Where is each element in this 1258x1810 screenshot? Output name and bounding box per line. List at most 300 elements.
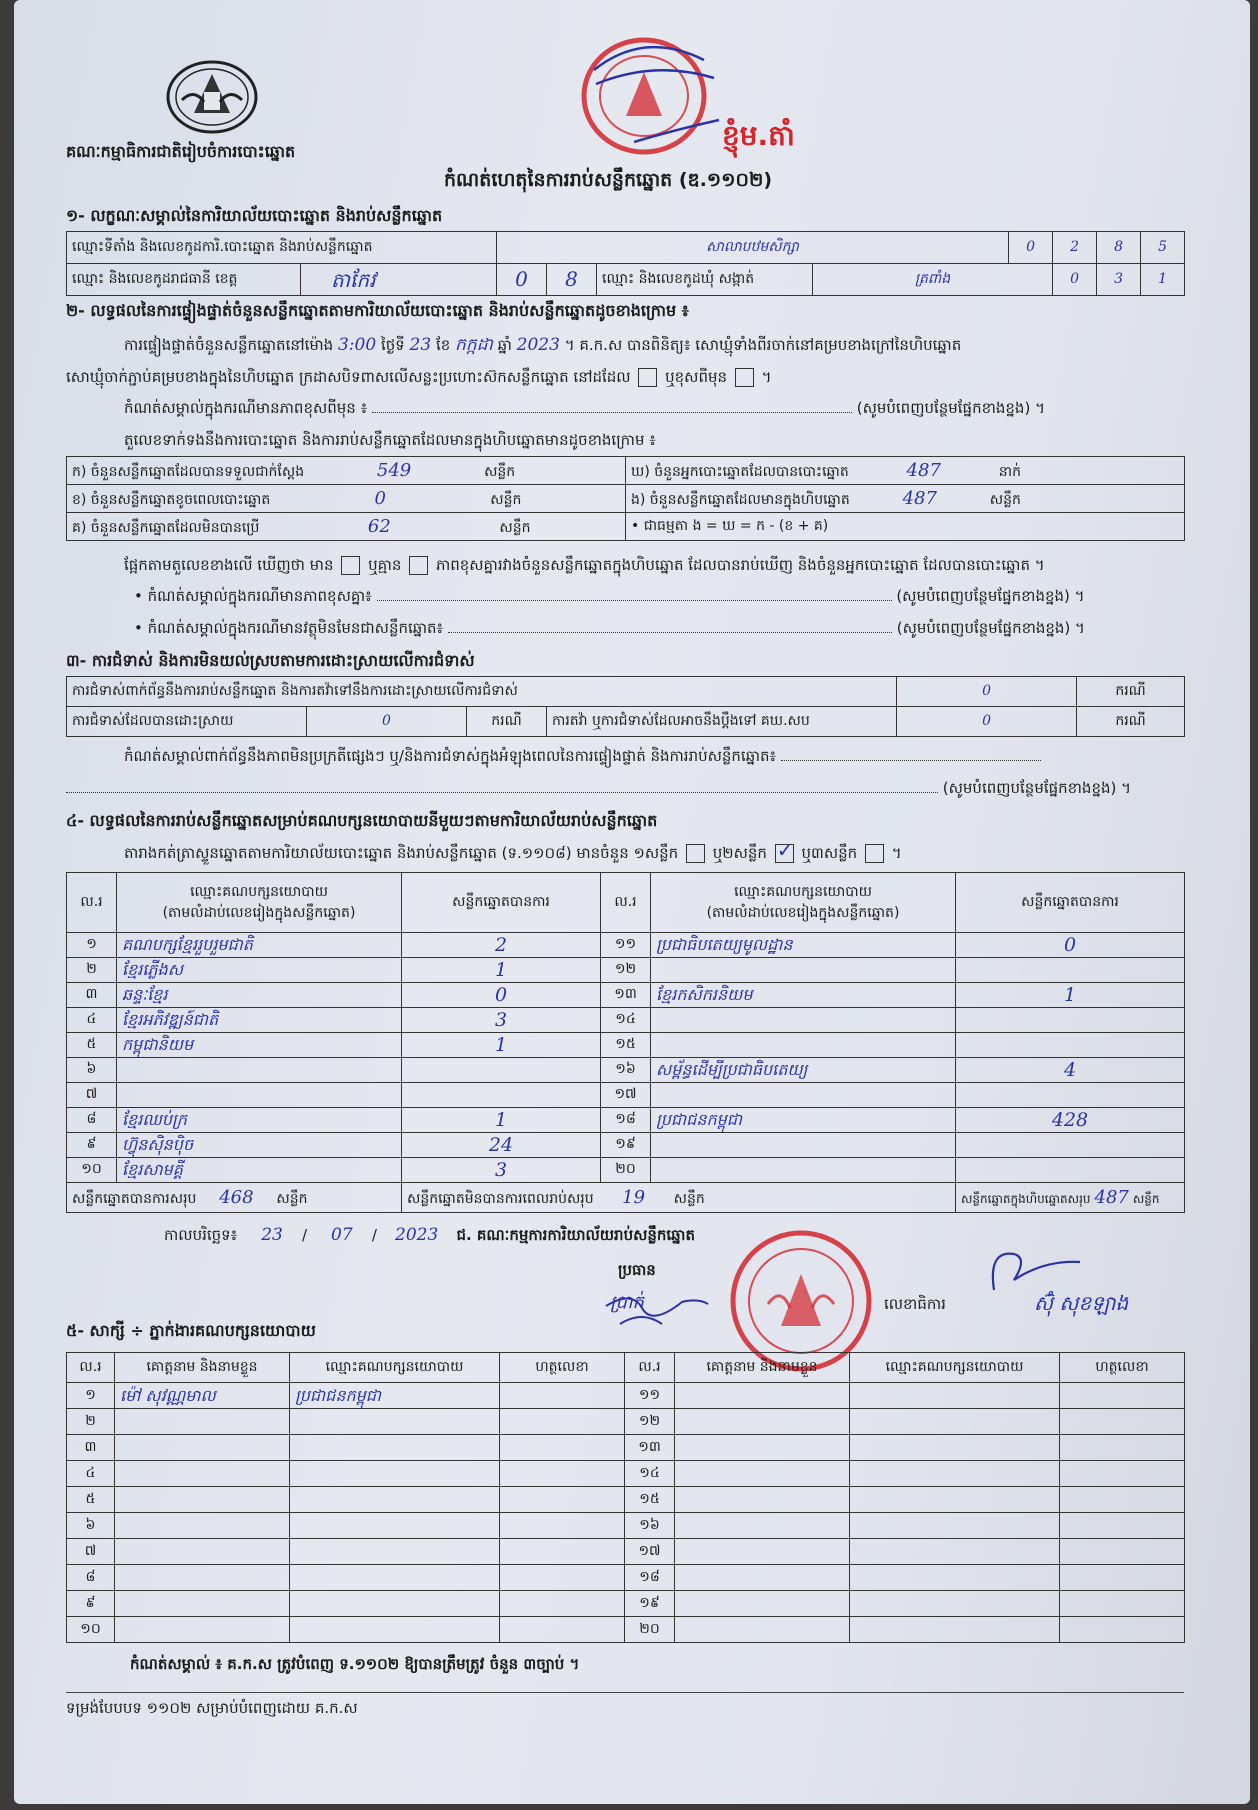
party-no: ១៣ — [601, 983, 651, 1008]
witness-row — [67, 1513, 1185, 1539]
party-no: ១៥ — [601, 1033, 651, 1058]
section5-title: ៥- សាក្សី ÷ ភ្នាក់ងារគណបក្សនយោបាយ — [66, 1321, 316, 1340]
foreign-object-note-field[interactable] — [448, 632, 892, 633]
witness-col-name: គោត្តនាម និងនាមខ្លួន — [115, 1353, 290, 1383]
objections-table — [66, 676, 1185, 737]
party-result-row — [67, 933, 1185, 958]
two-sheets-checkbox[interactable] — [775, 844, 794, 863]
witness-signature — [500, 1383, 625, 1409]
witness-no: ១ — [67, 1383, 115, 1409]
party-name: ឆន្ទៈខ្មែរ — [117, 983, 402, 1008]
figure-unit: នាក់ — [998, 463, 1021, 480]
witness-name — [115, 1409, 290, 1435]
province-code-cell — [497, 264, 597, 296]
three-sheets-checkbox[interactable] — [865, 844, 884, 863]
witness-party — [850, 1435, 1060, 1461]
witness-name — [675, 1591, 850, 1617]
section3-title: ៣- ការជំទាស់ និងការមិនយល់ស្របតាមការដោះស្រាយលើការជំទាស់ — [66, 651, 475, 670]
party-name — [651, 958, 956, 983]
appeal-count: 0 — [897, 707, 1077, 737]
party-result-row — [67, 983, 1185, 1008]
witness-name — [675, 1513, 850, 1539]
col-no-header: ល.រ — [67, 873, 117, 933]
witness-name — [675, 1461, 850, 1487]
witness-signature — [500, 1487, 625, 1513]
date-year: 2023 — [395, 1225, 439, 1245]
witness-no: ១៥ — [625, 1487, 675, 1513]
party-votes: 1 — [402, 1108, 601, 1133]
location-code-digit: 0 — [1009, 232, 1053, 264]
committee-label: ជ. គណៈកម្មការការិយាល័យរាប់សន្លឹកឆ្នោត — [456, 1226, 695, 1244]
party-votes: 2 — [402, 933, 601, 958]
total-valid-label: សន្លឹកឆ្នោតបានការសរុប — [72, 1190, 197, 1207]
witness-party — [290, 1591, 500, 1617]
party-name: ប្រជាជនកម្ពុជា — [651, 1108, 956, 1133]
party-result-row — [67, 1108, 1185, 1133]
objection-label: ការជំទាស់ពាក់ព័ន្ធនឹងការរាប់សន្លឹកឆ្នោត និងការតវ៉ាទៅនឹងការដោះស្រាយលើការជំទាស់ — [67, 677, 897, 707]
witness-signature — [1060, 1513, 1185, 1539]
witness-party — [290, 1617, 500, 1643]
witness-party — [850, 1591, 1060, 1617]
witness-row — [67, 1591, 1185, 1617]
witness-party — [290, 1539, 500, 1565]
tally-sheet-line: តារាងកត់ត្រាស្ទួនឆ្នោតតាមការិយាល័យបោះឆ្នោត និងរាប់សន្លឹកឆ្នោត (ទ.១១០៨) មានចំនួន ១សន្លឹក ឬ២សន្លឹក ✓ ឬ៣សន្លឹក ។ — [124, 844, 902, 863]
witness-no: ១៣ — [625, 1435, 675, 1461]
fill-back-note: (សូមបំពេញបន្ថែមផ្នែកខាងខ្នង) ។ — [896, 587, 1085, 605]
figure-unit: សន្លឹក — [484, 463, 516, 480]
witness-name — [675, 1409, 850, 1435]
irregularity-note-line — [124, 748, 1184, 765]
witness-signature — [1060, 1435, 1185, 1461]
witness-party — [290, 1461, 500, 1487]
total-box-label: សន្លឹកឆ្នោតក្នុងហិបឆ្នោតសរុប — [961, 1191, 1091, 1206]
total-invalid-wrap — [402, 1188, 955, 1208]
discrepancy-note-label: • កំណត់សម្គាល់ក្នុងករណីមានភាពខុសគ្នា៖ — [134, 587, 372, 605]
witness-no: ៣ — [67, 1435, 115, 1461]
witness-signature — [1060, 1617, 1185, 1643]
witness-no: ១៤ — [625, 1461, 675, 1487]
party-name: ប្រជាធិបតេយ្យមូលដ្ឋាន — [651, 933, 956, 958]
witness-signature — [1060, 1461, 1185, 1487]
seal-text: សោឃ្មុំចាក់ភ្ជាប់គម្របខាងក្នុងនៃហិបឆ្នោត ក្រដាសបិទពាសលើសន្លះប្រហោះស៊កសន្លឹកឆ្នោត នៅដដែល — [66, 368, 631, 386]
witness-no: ១៧ — [625, 1539, 675, 1565]
party-no: ១៩ — [601, 1133, 651, 1158]
figure-value: 0 — [374, 487, 386, 509]
witness-row — [67, 1409, 1185, 1435]
party-votes — [956, 958, 1185, 983]
verification-day: 23 — [409, 335, 432, 355]
difference-note-field[interactable] — [372, 412, 852, 413]
witness-party — [850, 1383, 1060, 1409]
footer-note: កំណត់សម្គាល់ ៖ គ.ក.ស ត្រូវបំពេញ ទ.១១០២ ឱ្យបានត្រឹមត្រូវ ចំនួន ៣ច្បាប់ ។ — [130, 1655, 580, 1673]
witness-col-name: គោត្តនាម និងនាមខ្លួន — [675, 1353, 850, 1383]
witness-name — [115, 1513, 290, 1539]
difference-note-line — [124, 400, 1184, 417]
chair-label: ប្រធាន — [618, 1261, 656, 1279]
witness-name — [675, 1539, 850, 1565]
appeal-unit: ករណី — [1077, 707, 1185, 737]
witness-no: ៦ — [67, 1513, 115, 1539]
party-name — [651, 1083, 956, 1108]
party-no: ១០ — [67, 1158, 117, 1183]
total-valid-cell — [67, 1183, 402, 1213]
foreign-object-note-line — [134, 620, 1184, 637]
party-name — [651, 1033, 956, 1058]
witness-table — [66, 1352, 1185, 1643]
tally-sheet-text: ឬ២សន្លឹក — [712, 844, 767, 862]
party-result-row — [67, 1008, 1185, 1033]
party-name: ខ្មែរឈប់ក្រ — [117, 1108, 402, 1133]
witness-no: ១៦ — [625, 1513, 675, 1539]
figure-value: 549 — [376, 459, 412, 481]
col-votes-header: សន្លឹកឆ្នោតបានការ — [956, 873, 1185, 933]
figure-label: ក) ចំនួនសន្លឹកឆ្នោតដែលបានទទួលជាក់ស្តែង — [72, 463, 305, 480]
witness-signature — [500, 1617, 625, 1643]
resolved-unit: ករណី — [467, 707, 547, 737]
objection-count: 0 — [897, 677, 1077, 707]
figure-row-right — [626, 457, 1185, 485]
unchanged-checkbox[interactable] — [638, 368, 657, 387]
party-name: ខ្មែរសាមគ្គី — [117, 1158, 402, 1183]
witness-name — [675, 1565, 850, 1591]
party-no: ២០ — [601, 1158, 651, 1183]
witness-name — [115, 1565, 290, 1591]
total-invalid-cell — [402, 1183, 956, 1213]
secretary-signature-icon — [984, 1240, 1094, 1300]
witness-no: ១៨ — [625, 1565, 675, 1591]
fill-back-note: (សូមបំពេញបន្ថែមផ្នែកខាងខ្នង) ។ — [856, 399, 1045, 417]
party-results-table — [66, 872, 1185, 1213]
party-votes: 0 — [402, 983, 601, 1008]
province-code-digit: 0 — [497, 264, 547, 295]
witness-name — [115, 1539, 290, 1565]
party-votes: 0 — [956, 933, 1185, 958]
discrepancy-note-field[interactable] — [377, 600, 892, 601]
figure-row-left — [67, 457, 626, 485]
party-name — [651, 1008, 956, 1033]
party-name: ហ៊្វុនស៊ិនប៉ិច — [117, 1133, 402, 1158]
col-no-header: ល.រ — [601, 873, 651, 933]
witness-row — [67, 1383, 1185, 1409]
discrepancy-text: ភាពខុសគ្នារវាងចំនួនសន្លឹកឆ្នោតក្នុងហិបឆ្នោត ដែលបានរាប់ឃើញ និងចំនួនអ្នកបោះឆ្នោត ដែលបានបោះឆ្នោត ។ — [435, 556, 1045, 574]
witness-row — [67, 1435, 1185, 1461]
witness-no: ៥ — [67, 1487, 115, 1513]
figure-value: 62 — [367, 515, 391, 537]
org-name: គណៈកម្មាធិការជាតិរៀបចំការបោះឆ្នោត — [66, 142, 296, 161]
witness-no: ៤ — [67, 1461, 115, 1487]
witness-col-sign: ហត្ថលេខា — [500, 1353, 625, 1383]
difference-note-label: កំណត់សម្គាល់ក្នុងករណីមានភាពខុសពីមុន ៖ — [124, 399, 368, 417]
figure-value: 487 — [906, 459, 941, 481]
witness-name: ម៉ៅ សុវណ្ណមាល — [115, 1383, 290, 1409]
date-line: កាលបរិច្ឆេទ៖ 23 / 07 / 2023 ជ. គណៈកម្មការការិយាល័យរាប់សន្លឹកឆ្នោត — [164, 1225, 695, 1245]
resolved-count: 0 — [307, 707, 467, 737]
witness-row — [67, 1461, 1185, 1487]
witness-no: ១២ — [625, 1409, 675, 1435]
total-invalid-value: 19 — [622, 1186, 646, 1208]
location-code-digit: 2 — [1053, 232, 1097, 264]
official-stamp-top-icon — [574, 30, 724, 158]
party-no: ១២ — [601, 958, 651, 983]
province-value: តាកែវ — [331, 267, 376, 292]
party-result-row — [67, 1033, 1185, 1058]
witness-signature — [500, 1591, 625, 1617]
section1-table — [66, 231, 1185, 296]
witness-party: ប្រជាជនកម្ពុជា — [290, 1383, 500, 1409]
verification-time: 3:00 — [337, 335, 377, 355]
date-label: កាលបរិច្ឆេទ៖ — [164, 1226, 238, 1244]
witness-col-party: ឈ្មោះគណបក្សនយោបាយ — [850, 1353, 1060, 1383]
party-no: ៨ — [67, 1108, 117, 1133]
col-votes-header: សន្លឹកឆ្នោតបានការ — [402, 873, 601, 933]
section4-title: ៤- លទ្ធផលនៃការរាប់សន្លឹកឆ្នោតសម្រាប់គណបក្សនយោបាយនីមួយៗតាមការិយាល័យរាប់សន្លឹកឆ្នោត — [66, 811, 658, 830]
witness-signature — [1060, 1383, 1185, 1409]
witness-party — [850, 1409, 1060, 1435]
ballot-figures-table — [66, 456, 1185, 541]
verification-text: ។ គ.ក.ស បានពិនិត្យ៖ សោឃ្មុំទាំងពីរចាក់នៅគម្របខាងក្រៅនៃហិបឆ្នោត — [564, 336, 962, 354]
figure-unit: សន្លឹក — [989, 491, 1021, 508]
figure-label: ឃ) ចំនួនអ្នកបោះឆ្នោតដែលបានបោះឆ្នោត — [631, 463, 849, 480]
date-day: 23 — [261, 1225, 283, 1245]
irregularity-note-label: កំណត់សម្គាល់ពាក់ព័ន្ធនឹងភាពមិនប្រក្រតីផ្សេងៗ ឬ/និងការជំទាស់ក្នុងអំឡុងពេលនៃការផ្ទៀងផ្ទាត់ និងការរាប់សន្លឹកឆ្នោត៖ — [124, 747, 777, 765]
figure-label: ង) ចំនួនសន្លឹកឆ្នោតដែលមានក្នុងហិបឆ្នោត — [631, 491, 850, 508]
witness-name — [675, 1617, 850, 1643]
party-name: គណបក្សខ្មែររួបរួមជាតិ — [117, 933, 402, 958]
col-party-subtitle: (តាមលំដាប់លេខរៀងក្នុងសន្លឹកឆ្នោត) — [706, 904, 900, 921]
witness-party — [850, 1539, 1060, 1565]
party-no: ៥ — [67, 1033, 117, 1058]
party-votes: 1 — [956, 983, 1185, 1008]
figure-unit: សន្លឹក — [499, 519, 531, 536]
party-votes: 428 — [956, 1108, 1185, 1133]
witness-party — [850, 1617, 1060, 1643]
witness-signature — [1060, 1539, 1185, 1565]
witness-party — [850, 1513, 1060, 1539]
nec-logo-icon — [164, 58, 260, 136]
verification-month: កក្កដា — [455, 335, 493, 355]
witness-signature — [500, 1539, 625, 1565]
witness-row — [67, 1565, 1185, 1591]
changed-text: ឬខុសពីមុន — [665, 368, 728, 386]
figure-row-left — [67, 513, 626, 541]
one-sheet-checkbox[interactable] — [686, 844, 705, 863]
party-name: កម្ពុជានិយម — [117, 1033, 402, 1058]
witness-col-sign: ហត្ថលេខា — [1060, 1353, 1185, 1383]
witness-name — [115, 1435, 290, 1461]
total-box-value: 487 — [1094, 1186, 1129, 1208]
party-name — [651, 1133, 956, 1158]
party-result-row — [67, 1133, 1185, 1158]
party-votes — [402, 1083, 601, 1108]
has-discrepancy-checkbox[interactable] — [341, 556, 360, 575]
party-votes — [956, 1133, 1185, 1158]
figure-label: ខ) ចំនួនសន្លឹកឆ្នោតខូចពេលបោះឆ្នោត — [72, 491, 271, 508]
witness-signature — [1060, 1409, 1185, 1435]
witness-signature — [500, 1409, 625, 1435]
secretary-label: លេខាធិការ — [884, 1295, 946, 1313]
col-party-title: ឈ្មោះគណបក្សនយោបាយ — [734, 883, 872, 900]
figure-row-left — [67, 485, 626, 513]
objection-unit: ករណី — [1077, 677, 1185, 707]
commune-value: ត្រពាំង — [813, 264, 1053, 296]
party-no: ១៦ — [601, 1058, 651, 1083]
witness-signature — [500, 1461, 625, 1487]
witness-party — [850, 1487, 1060, 1513]
witness-no: ១១ — [625, 1383, 675, 1409]
witness-col-no: ល.រ — [67, 1353, 115, 1383]
figure-row-right — [626, 485, 1185, 513]
formula-cell: • ជាធម្មតា ង = ឃ = ក - (ខ + គ) — [626, 513, 1185, 541]
fill-back-note: (សូមបំពេញបន្ថែមផ្នែកខាងខ្នង) ។ — [942, 779, 1132, 797]
party-name — [651, 1158, 956, 1183]
party-no: ៣ — [67, 983, 117, 1008]
seal-line: សោឃ្មុំចាក់ភ្ជាប់គម្របខាងក្នុងនៃហិបឆ្នោត ក្រដាសបិទពាសលើសន្លះប្រហោះស៊កសន្លឹកឆ្នោត នៅដដែល ឬខុសពីមុន ។ — [66, 368, 772, 386]
total-invalid-label: សន្លឹកឆ្នោតមិនបានការពេលរាប់សរុប — [407, 1190, 594, 1207]
party-result-row — [67, 958, 1185, 983]
witness-no: ២ — [67, 1409, 115, 1435]
party-no: ៤ — [67, 1008, 117, 1033]
section1-title: ១- លក្ខណៈសម្គាល់នៃការិយាល័យបោះឆ្នោត និងរាប់សន្លឹកឆ្នោត — [66, 206, 443, 225]
witness-col-party: ឈ្មោះគណបក្សនយោបាយ — [290, 1353, 500, 1383]
witness-party — [290, 1565, 500, 1591]
party-result-row — [67, 1058, 1185, 1083]
witness-no: ៧ — [67, 1539, 115, 1565]
party-votes: 3 — [402, 1158, 601, 1183]
province-label: ឈ្មោះ និងលេខកូដរាជធានី ខេត្ត — [67, 264, 301, 295]
form-paper — [14, 0, 1250, 1804]
party-votes — [956, 1083, 1185, 1108]
commune-code-digit: 1 — [1141, 264, 1185, 296]
verification-text: ឆ្នាំ — [497, 336, 512, 354]
party-name: សម្ព័ន្ធដើម្បីប្រជាធិបតេយ្យ — [651, 1058, 956, 1083]
foreign-object-note-label: • កំណត់សម្គាល់ក្នុងករណីមានវត្ថុមិនមែនជាសន្លឹកឆ្នោត៖ — [134, 619, 444, 637]
verification-text: ការផ្ទៀងផ្ទាត់ចំនួនសន្លឹកឆ្នោតនៅម៉ោង — [124, 336, 334, 354]
party-no: ១៧ — [601, 1083, 651, 1108]
party-no: ៩ — [67, 1133, 117, 1158]
witness-name — [115, 1487, 290, 1513]
tally-sheet-text: ឬ៣សន្លឹក — [801, 844, 858, 862]
witness-signature — [500, 1513, 625, 1539]
figure-value: 487 — [902, 487, 937, 509]
province-cell — [67, 264, 497, 296]
total-valid-value: 468 — [219, 1186, 254, 1208]
party-no: ១៨ — [601, 1108, 651, 1133]
witness-col-no: ល.រ — [625, 1353, 675, 1383]
irregularity-note-field[interactable] — [66, 792, 938, 793]
witness-party — [850, 1461, 1060, 1487]
total-invalid-unit: សន្លឹក — [673, 1190, 705, 1207]
witness-signature — [500, 1435, 625, 1461]
form-title: កំណត់ហេតុនៃការរាប់សន្លឹកឆ្នោត (ឌ.១១០២) — [444, 169, 773, 191]
witness-party — [290, 1513, 500, 1539]
form-code: ទម្រង់បែបបទ ១១០២ សម្រាប់បំពេញដោយ គ.ក.ស — [66, 1699, 358, 1717]
discrepancy-note-line — [134, 588, 1184, 605]
commune-code-digit: 3 — [1097, 264, 1141, 296]
witness-name — [675, 1383, 850, 1409]
witness-name — [675, 1435, 850, 1461]
party-name — [117, 1058, 402, 1083]
irregularity-note-line-2 — [66, 780, 1184, 797]
party-votes — [956, 1158, 1185, 1183]
no-discrepancy-checkbox[interactable] — [409, 556, 428, 575]
col-party-subtitle: (តាមលំដាប់លេខរៀងក្នុងសន្លឹកឆ្នោត) — [162, 904, 356, 921]
witness-row — [67, 1539, 1185, 1565]
party-votes: 3 — [402, 1008, 601, 1033]
location-label: ឈ្មោះទីតាំង និងលេខកូដការិ.បោះឆ្នោត និងរាប់សន្លឹកឆ្នោត — [67, 232, 497, 264]
irregularity-note-field[interactable] — [781, 760, 1041, 761]
witness-party — [290, 1435, 500, 1461]
chair-name: ប្រាក់ — [610, 1292, 644, 1313]
witness-no: ៩ — [67, 1591, 115, 1617]
party-no: ៦ — [67, 1058, 117, 1083]
col-party-header — [117, 873, 402, 933]
discrepancy-text: ផ្អែកតាមតួលេខខាងលើ ឃើញថា មាន — [124, 556, 334, 574]
verification-year: 2023 — [516, 335, 560, 355]
witness-name — [675, 1487, 850, 1513]
resolved-label: ការជំទាស់ដែលបានដោះស្រាយ — [67, 707, 307, 737]
witness-party — [290, 1409, 500, 1435]
witness-no: ២០ — [625, 1617, 675, 1643]
discrepancy-line — [124, 556, 1045, 575]
witness-no: ៨ — [67, 1565, 115, 1591]
verification-line — [124, 336, 961, 356]
witness-party — [290, 1487, 500, 1513]
secretary-name: ស៊ុំ សុខឡាង — [1034, 1291, 1129, 1315]
chair-signature-icon — [602, 1284, 712, 1332]
verification-text: ថ្ងៃទី — [380, 336, 405, 354]
party-votes: 4 — [956, 1058, 1185, 1083]
stamp-top-note: ខ្ញុំម.តាំ — [722, 119, 795, 152]
total-box-unit: សន្លឹក — [1132, 1191, 1160, 1206]
figure-label: គ) ចំនួនសន្លឹកឆ្នោតដែលមិនបានប្រើ — [72, 519, 260, 536]
party-no: ២ — [67, 958, 117, 983]
witness-party — [850, 1565, 1060, 1591]
party-votes — [956, 1033, 1185, 1058]
party-votes: 1 — [402, 1033, 601, 1058]
discrepancy-text: ឬគ្មាន — [368, 556, 402, 574]
location-code-digit: 5 — [1141, 232, 1185, 264]
verification-text: ខែ — [435, 336, 451, 354]
party-no: ១ — [67, 933, 117, 958]
fill-back-note: (សូមបំពេញបន្ថែមផ្នែកខាងខ្នង) ។ — [896, 619, 1085, 637]
witness-no: ១៩ — [625, 1591, 675, 1617]
col-party-title: ឈ្មោះគណបក្សនយោបាយ — [190, 883, 328, 900]
party-name: ខ្មែរភ្លើងស — [117, 958, 402, 983]
witness-row — [67, 1487, 1185, 1513]
witness-row — [67, 1617, 1185, 1643]
party-result-row — [67, 1083, 1185, 1108]
party-name — [117, 1083, 402, 1108]
figures-intro: តួលេខទាក់ទងនឹងការបោះឆ្នោត និងការរាប់សន្លឹកឆ្នោតដែលមានក្នុងហិបឆ្នោតមានដូចខាងក្រោម ៖ — [124, 431, 656, 449]
location-value: សាលាបឋមសិក្សា — [497, 232, 1009, 264]
changed-checkbox[interactable] — [735, 368, 754, 387]
party-result-row — [67, 1158, 1185, 1183]
witness-no: ១០ — [67, 1617, 115, 1643]
party-name: ខ្មែរអភិវឌ្ឍន៍ជាតិ — [117, 1008, 402, 1033]
witness-signature — [1060, 1591, 1185, 1617]
party-votes — [402, 1058, 601, 1083]
witness-name — [115, 1617, 290, 1643]
commune-label: ឈ្មោះ និងលេខកូដឃុំ សង្កាត់ — [597, 264, 813, 296]
witness-signature — [500, 1565, 625, 1591]
party-no: ៧ — [67, 1083, 117, 1108]
total-valid-unit: សន្លឹក — [276, 1190, 308, 1207]
date-month: 07 — [331, 1225, 353, 1245]
province-code-digit: 8 — [565, 267, 578, 291]
commune-code-digit: 0 — [1053, 264, 1097, 296]
footer-divider — [66, 1692, 1184, 1693]
party-votes: 1 — [402, 958, 601, 983]
